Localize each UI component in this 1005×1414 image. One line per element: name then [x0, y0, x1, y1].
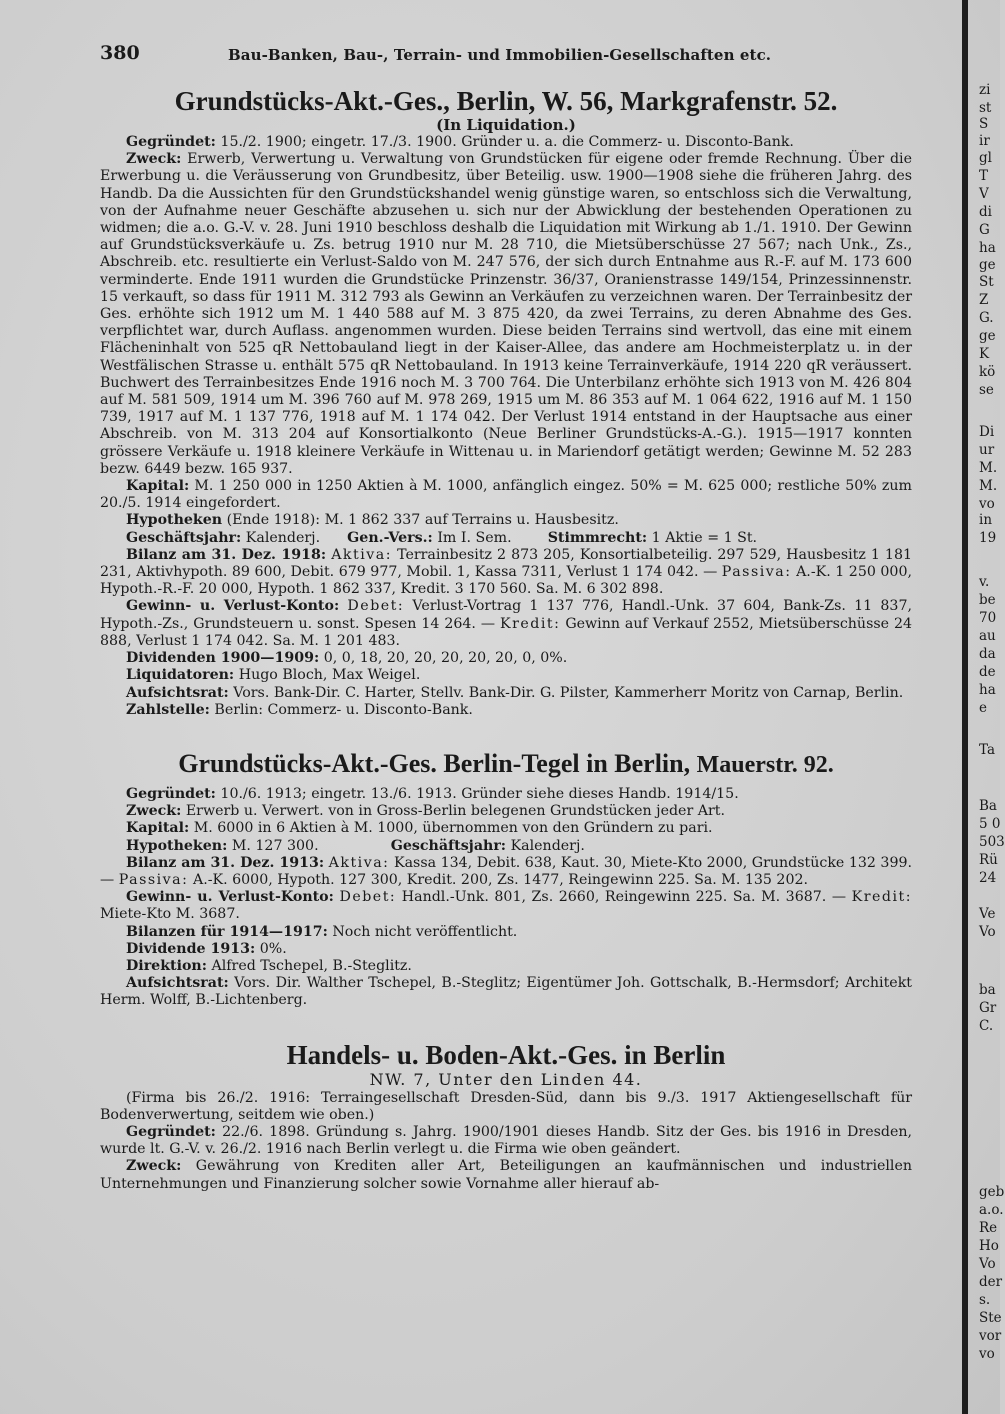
kapital-line [100, 478, 912, 512]
right-column-fragment: Gr [979, 1000, 997, 1016]
zweck-label: Zweck: [126, 1158, 182, 1175]
right-column-fragment: gl [979, 150, 992, 166]
passiva-text: A.-K. 1 250 000, Hypoth.-R.-F. 20 000, Hypoth. 1 862 337, Kredit. 3 170 560. Sa. M. 6 302 898. [100, 564, 912, 598]
right-column-fragment: v. [979, 574, 990, 590]
right-column-fragment: ha [979, 682, 996, 698]
right-column-fragment: ge [979, 328, 996, 344]
right-column-fragment: Rü [979, 852, 998, 868]
passiva-text: A.-K. 6000, Hypoth. 127 300, Kredit. 200, Zs. 1477, Reingewinn 225. Sa. M. 135 202. [192, 871, 809, 888]
kredit-label: Kredit: [851, 889, 912, 906]
entry-status: (In Liquidation.) [436, 116, 576, 134]
page-number: 380 [100, 42, 140, 64]
liquidatoren-line [100, 667, 912, 684]
right-column-fragment: Re [979, 1220, 998, 1236]
right-column-fragment: Ba [979, 798, 997, 814]
column-divider [962, 0, 968, 1414]
gegruendet-text: 22./6. 1898. Gründung s. Jahrg. 1900/1901 dieses Handb. Sitz der Ges. bis 1916 in Dresden, wurde lt. G.-V. v. 26./2. 1916 nach Berlin verlegt u. die Firma wie oben geändert. [100, 1123, 913, 1158]
geschaeftsjahr-text: Kalenderj. [245, 529, 321, 546]
section-gap [100, 1010, 912, 1032]
direktion-text: Alfred Tschepel, B.-Steglitz. [211, 957, 412, 974]
aufsichtsrat-paragraph [100, 685, 912, 702]
gegruendet-text: 15./2. 1900; eingetr. 17./3. 1900. Gründer u. a. die Commerz- u. Disconto-Bank. [220, 134, 794, 150]
bilanzen-text: Noch nicht veröffentlicht. [332, 923, 518, 940]
gegruendet-line [100, 786, 912, 803]
right-column-fragment: Vo [979, 1256, 996, 1272]
aktiva-label: Aktiva: [328, 854, 390, 871]
passiva-label: Passiva: [721, 564, 792, 581]
right-column-fragment: ir [979, 133, 990, 149]
right-column-fragment: se [979, 382, 994, 398]
geschaeftsjahr-label: Geschäftsjahr: [126, 529, 242, 546]
aufsichtsrat-label: Aufsichtsrat: [126, 684, 229, 701]
running-title: Bau-Banken, Bau-, Terrain- und Immobilien-Gesellschaften etc. [228, 46, 772, 64]
right-column-fragment: di [979, 204, 992, 220]
right-column-fragment: V [979, 186, 989, 202]
right-column-fragment: 503 [979, 834, 1005, 850]
right-column-fragment: be [979, 592, 996, 608]
aufsichtsrat-text: Vors. Dir. Walther Tschepel, B.-Steglitz; Eigentümer Joh. Gottschalk, B.-Hermsdorf; Architekt Herm. Wolff, B.-Lichtenberg. [100, 975, 912, 1009]
right-column-fragment: 5 0 [979, 816, 1001, 832]
liquidatoren-text: Hugo Bloch, Max Weigel. [238, 667, 421, 684]
dividende-label: Dividende 1913: [126, 940, 256, 957]
gegruendet-paragraph [100, 1124, 912, 1158]
kapital-text: M. 1 250 000 in 1250 Aktien à M. 1000, anfänglich eingez. 50% = M. 625 000; restliche 50% zum 20./5. 1914 eingefordert. [100, 478, 912, 512]
zweck-line [100, 803, 912, 820]
right-column-fragment: in [979, 512, 993, 528]
aktiva-text: Kassa 134, Debit. 638, Kaut. 30, Miete-Kto 2000, Grundstücke 132 399. — [100, 854, 913, 888]
right-column-fragment: St [979, 274, 994, 290]
zweck-label: Zweck: [126, 151, 182, 168]
zweck-paragraph [100, 1158, 912, 1192]
right-column-fragment: s. [979, 1292, 991, 1308]
debet-label: Debet: [347, 598, 405, 615]
right-column-fragment: M. [979, 478, 998, 494]
dividende-line [100, 941, 912, 958]
kredit-text: Gewinn auf Verkauf 2552, Mietsüberschüsse 24 888, Verlust 1 174 042. Sa. M. 1 201 483. [100, 615, 913, 649]
right-column-fragment: vo [979, 1346, 995, 1362]
right-column-fragment: G [979, 222, 990, 238]
right-column-fragment: T [979, 168, 989, 184]
entry-address: NW. 7, Unter den Linden 44. [369, 1069, 643, 1089]
page-header [100, 38, 912, 78]
right-column-fragment: S [979, 116, 989, 132]
entry-title: Grundstücks-Akt.-Ges., Berlin, W. 56, Markgrafenstr. 52. [174, 86, 838, 116]
right-column-fragment: vo [979, 496, 995, 512]
kapital-line [100, 820, 912, 837]
entry-title-main: Grundstücks-Akt.-Ges. Berlin-Tegel in Berlin, [178, 748, 691, 778]
bilanz-paragraph [100, 855, 912, 889]
dividenden-text: 0, 0, 18, 20, 20, 20, 20, 20, 0, 0%. [323, 650, 568, 667]
entry-grundstuecks-ag-berlin-tegel [100, 749, 912, 1010]
right-column-fragment: ur [979, 442, 995, 458]
right-column-fragment: kö [979, 364, 996, 380]
right-column-fragment: Vo [979, 924, 996, 940]
kredit-text: Miete-Kto M. 3687. [100, 906, 240, 923]
aufsichtsrat-label: Aufsichtsrat: [126, 975, 229, 992]
passiva-label: Passiva: [118, 871, 189, 888]
kapital-label: Kapital: [126, 478, 190, 495]
gegruendet-label: Gegründet: [126, 134, 216, 150]
bilanz-label: Bilanz am 31. Dez. 1918: [126, 546, 327, 563]
bilanz-paragraph [100, 547, 912, 599]
zweck-text: Gewährung von Krediten aller Art, Beteiligungen an kaufmännischen und industriellen Unternehmungen und Finanzierung solcher sowie Vornahme aller hierauf ab- [100, 1158, 913, 1192]
right-column-fragment: da [979, 646, 996, 662]
right-column-fragment: Ve [979, 906, 996, 922]
aufsichtsrat-paragraph [100, 975, 912, 1009]
right-column-fragment: C. [979, 1018, 994, 1034]
bilanz-label: Bilanz am 31. Dez. 1913: [126, 854, 325, 871]
dividende-text: 0%. [259, 940, 287, 957]
geschaeftsjahr-line [100, 530, 912, 547]
geschaeftsjahr-text: Kalenderj. [510, 837, 585, 854]
liquidatoren-label: Liquidatoren: [126, 667, 235, 684]
entry-title-address: Mauerstr. 92. [696, 751, 834, 778]
entry-handels-u-boden-ag [100, 1040, 912, 1193]
gegruendet-text: 10./6. 1913; eingetr. 13./6. 1913. Gründer siehe dieses Handb. 1914/15. [220, 785, 739, 802]
hypotheken-label: Hypotheken: [126, 837, 228, 854]
gegruendet-label: Gegründet: [126, 785, 216, 802]
right-column-fragment: Z [979, 292, 989, 308]
aktiva-text: Terrainbesitz 2 873 205, Konsortialbeteilig. 297 529, Hausbesitz 1 181 231, Aktivhypoth. 89 600, Debit. 679 977, Mobil. 1, Kassa 7311, Verlust 1 174 042. — [100, 546, 913, 581]
right-column-fragment: ge [979, 257, 996, 273]
gen-vers-text: Im I. Sem. [437, 529, 512, 546]
entry-title [100, 749, 912, 780]
right-column-fragment: e [979, 700, 987, 716]
right-column-fragment: 70 [979, 610, 997, 626]
main-column [100, 38, 912, 1193]
right-column-fragment: vor [979, 1328, 1002, 1344]
entry-title: Handels- u. Boden-Akt.-Ges. in Berlin [286, 1039, 726, 1070]
bilanzen-line [100, 924, 912, 941]
direktion-label: Direktion: [126, 957, 207, 974]
hypotheken-text: M. 127 300. [231, 837, 319, 854]
section-gap [100, 719, 912, 741]
right-column-fragment: Ta [979, 742, 996, 758]
zweck-label: Zweck: [126, 803, 182, 820]
hypotheken-line [100, 512, 912, 529]
right-column-fragment: ba [979, 982, 996, 998]
direktion-line [100, 958, 912, 975]
right-column-fragment: G. [979, 310, 994, 326]
gegruendet-label: Gegründet: [126, 1123, 216, 1140]
debet-text: Verlust-Vortrag 1 137 776, Handl.-Unk. 37 604, Bank-Zs. 11 837, Hypoth.-Zs., Grundsteuern u. sonst. Spesen 14 264. — [100, 598, 912, 632]
kredit-label: Kredit: [499, 615, 561, 632]
bilanzen-label: Bilanzen für 1914—1917: [126, 923, 328, 940]
stimmrecht-label: Stimmrecht: [547, 529, 648, 546]
right-column-fragment: M. [979, 460, 998, 476]
right-column-fragment: st [979, 100, 992, 116]
entry-grundstuecks-ag-berlin [100, 86, 912, 719]
guv-label: Gewinn- u. Verlust-Konto: [126, 598, 340, 615]
zweck-paragraph [100, 151, 912, 478]
stimmrecht-text: 1 Aktie = 1 St. [651, 529, 758, 546]
aktiva-label: Aktiva: [331, 546, 393, 563]
right-column-fragment: geb [979, 1184, 1005, 1200]
right-column-fragment: 19 [979, 530, 997, 546]
right-column-fragment: der [979, 1274, 1003, 1290]
dividenden-label: Dividenden 1900—1909: [126, 650, 320, 667]
right-column-fragment: de [979, 664, 996, 680]
firma-paragraph: (Firma bis 26./2. 1916: Terraingesellschaft Dresden-Süd, dann bis 9./3. 1917 Aktiengesellschaft für Bodenverwertung, seitdem wie oben.) [100, 1089, 912, 1123]
gegruendet-line [100, 134, 912, 151]
debet-label: Debet: [339, 889, 397, 906]
right-column-fragment: a.o. [979, 1202, 1004, 1218]
zahlstelle-text: Berlin: Commerz- u. Disconto-Bank. [214, 701, 473, 718]
zahlstelle-line [100, 702, 912, 719]
right-column-fragment: Ste [979, 1310, 1002, 1326]
right-column-fragment: au [979, 628, 996, 644]
kapital-label: Kapital: [126, 820, 190, 837]
right-column-fragment: Ho [979, 1238, 999, 1254]
adjacent-page-column [975, 0, 1005, 1414]
debet-text: Handl.-Unk. 801, Zs. 2660, Reingewinn 225. Sa. M. 3687. — [401, 889, 847, 906]
zweck-text: Erwerb, Verwertung u. Verwaltung von Grundstücken für eigene oder fremde Rechnung. Über die Erwerbung u. die Veräusserung von Grundbesitz, über Beteilig. usw. 1900—1908 siehe die früheren Jahrg. des Handb. Da die Aussichten für den Grundstückshandel wenig günstige waren, so entschloss sich die Verwaltung, von der Aufnahme neuer Geschäfte abzusehen u. sich nur der Abwicklung der bestehenden Operationen zu widmen; die a.o. G.-V. v. 28. Juni 1910 beschloss deshalb die Liquidation mit Wirkung ab 1./1. 1910. Der Gewinn auf Grundstücksverkäufe u. Zs. betrug 1910 nur M. 28 710, die Mietsüberschüsse 27 567; nach Unk., Zs., Abschreib. etc. resultierte ein Verlust-Saldo von M. 247 576, der sich durch Entnahme aus R.-F. auf M. 173 600 verminderte. Ende 1911 wurden die Grundstücke Prinzenstr. 36/37, Oranienstrasse 149/154, Prinzessinnenstr. 15 verkauft, so dass für 1911 M. 312 793 als Gewinn an Verkäufen zu verzeichnen waren. Der Terrainbesitz der Ges. erhöhte sich 1912 um M. 1 440 588 auf M. 3 875 420, da zwei Terrains, zu deren Abnahme des Ges. verpflichtet war, durch Auflass. angenommen wurden. Diese beiden Terrains sind wertvoll, das eine mit einem Flächeninhalt von 525 qR Nettobauland liegt in der Kaiser-Allee, das andere am Hochmeisterplatz u. in der Westfälischen Strasse u. enthält 575 qR Nettobauland. In 1913 keine Terrainverkäufe, 1914 220 qR veräussert. Buchwert des Terrainbesitzes Ende 1916 noch M. 3 700 764. Die Unterbilanz erhöhte sich 1913 von M. 426 804 auf M. 581 509, 1914 um M. 396 760 auf M. 978 269, 1915 um M. 86 353 auf M. 1 064 622, 1916 auf M. 1 150 739, 1917 auf M. 1 137 776, 1918 auf M. 1 174 042. Der Verlust 1914 entstand in der Hauptsache aus einer Abschreib. von M. 313 204 auf Konsortialkonto (Neue Berliner Grundstücks-A.-G.). 1915—1917 konnten grössere Verkäufe u. 1918 kleinere Verkäufe in Wittenau u. in Mariendorf getätigt werden; Gewinne M. 52 283 bezw. 6449 bezw. 165 937. [100, 151, 912, 477]
kapital-text: M. 6000 in 6 Aktien à M. 1000, übernommen von den Gründern zu pari. [193, 820, 713, 837]
hypotheken-text: (Ende 1918): M. 1 862 337 auf Terrains u. Hausbesitz. [226, 512, 619, 529]
geschaeftsjahr-label: Geschäftsjahr: [390, 837, 507, 854]
right-column-fragment: zi [979, 82, 991, 98]
right-column-fragment: ha [979, 240, 996, 256]
right-column-fragment: 24 [979, 870, 997, 886]
aufsichtsrat-text: Vors. Bank-Dir. C. Harter, Stellv. Bank-Dir. G. Pilster, Kammerherr Moritz von Carnap, Berlin. [233, 684, 904, 701]
guv-label: Gewinn- u. Verlust-Konto: [126, 889, 334, 906]
zahlstelle-label: Zahlstelle: [126, 701, 210, 718]
guv-paragraph [100, 598, 912, 650]
hypotheken-line [100, 838, 912, 855]
right-column-fragment: K [979, 346, 990, 362]
dividenden-line [100, 650, 912, 667]
gen-vers-label: Gen.-Vers.: [347, 529, 433, 546]
zweck-text: Erwerb u. Verwert. von in Gross-Berlin belegenen Grundstücken jeder Art. [185, 803, 725, 820]
guv-paragraph [100, 889, 912, 923]
right-column-fragment: Di [979, 424, 995, 440]
hypotheken-label: Hypotheken [126, 512, 223, 529]
